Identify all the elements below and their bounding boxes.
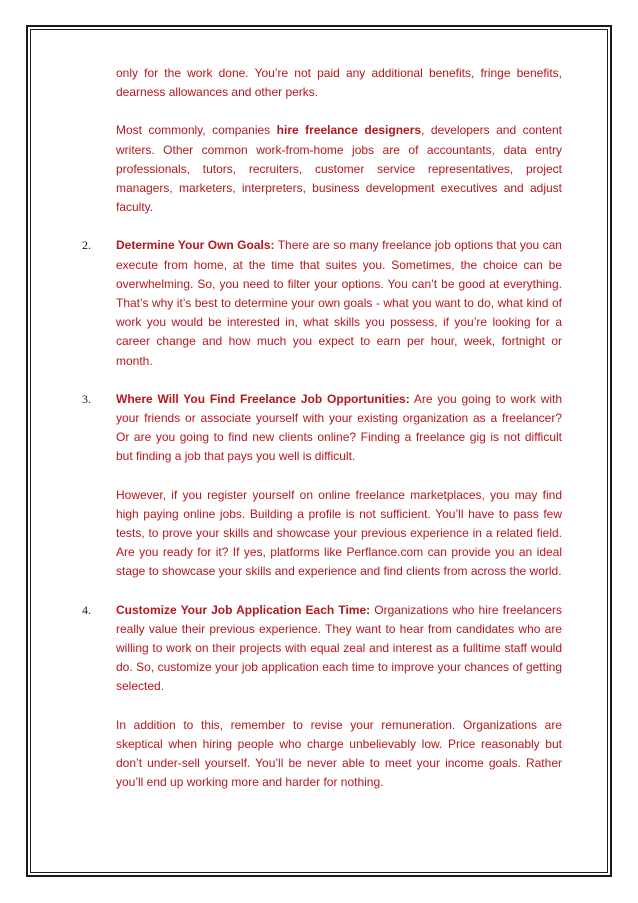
list-number: 4. [82,602,91,617]
list-number: 3. [82,391,91,406]
paragraph-remuneration: In addition to this, remember to revise your remuneration. Organizations are skeptical when hiring people who charge unbelievably low. Price reasonably but don’t under-sell yourself. You’ll be never able to meet your income goals. Rather you’ll end up working more and harder for nothing. [116,717,562,790]
list-item-text: There are so many freelance job options that you can execute from home, at the time that suites you. Sometimes, the choice can be overwhelming. So, you need to filter your options. You can’t be good at everything. That’s why it’s best to determine your own goals - what you want to do, what kind of work you would be interested in, what skills you possess, if you’re looking for a career change and how much you expect to earn per hour, week, fortnight or month. [116,238,562,368]
list-item-text: Organizations who hire freelancers really value their previous experience. They want to hear from candidates who are willing to work on their projects with equal zeal and interest as a fulltime staff would do. So, customize your job application each time to improve your chances of getting selected. [116,602,562,694]
list-item-heading: Determine Your Own Goals: [116,238,275,253]
common-jobs-pre: Most commonly, companies [116,123,277,138]
paragraph-intro-end: only for the work done. You’re not paid any additional benefits, fringe benefits, dearness allowances and other perks. [116,66,562,100]
list-item-heading: Customize Your Job Application Each Time: [116,602,371,617]
list-item-body [116,601,562,697]
list-item-customize [82,601,562,697]
paragraph-marketplaces: However, if you register yourself on online freelance marketplaces, you may find high paying online jobs. Building a profile is not sufficient. You’ll have to pass few tests, to prove your skills and showcase your previous experience in a related field. Are you ready for it? If yes, platforms like Perflance.com can provide you an ideal stage to showcase your skills and experience and find clients from across the world. [116,487,562,579]
common-jobs-bold: hire freelance designers [276,123,422,138]
list-item-body [116,390,562,467]
list-item-heading: Where Will You Find Freelance Job Opportunities: [116,391,410,406]
list-item-opportunities [82,390,562,467]
list-item-goals [82,236,562,370]
list-item-body [116,236,562,370]
list-item-text: Are you going to work with your friends or associate yourself with your existing organization as a freelancer? Or are you going to find new clients online? Finding a freelance gig is not difficult but finding a job that pays you well is difficult. [116,391,562,464]
paragraph-common-jobs [116,121,562,217]
document-body [82,64,562,812]
common-jobs-post: , developers and content writers. Other common work-from-home jobs are of accountants, data entry professionals, tutors, recruiters, customer service representatives, project managers, marketers, interpreters, business development executives and adjust faculty. [116,123,562,215]
list-number: 2. [82,238,91,253]
